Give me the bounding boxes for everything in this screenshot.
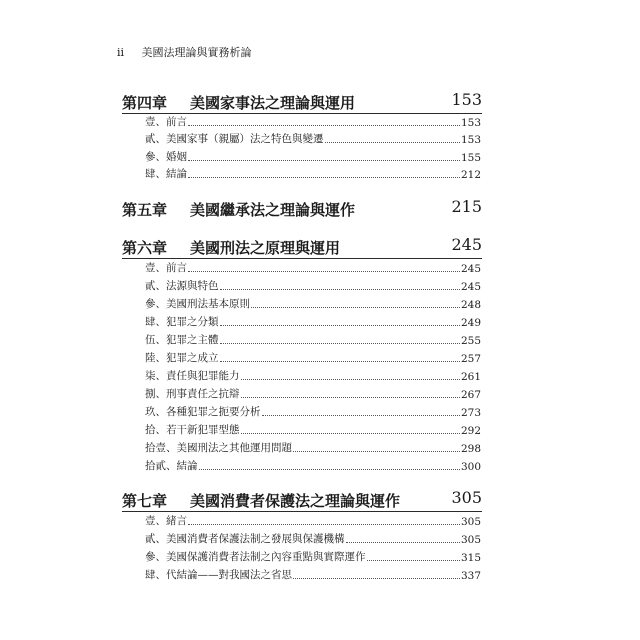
chapter-title: 美國消費者保護法之理論與運作 [190,492,401,510]
entry-title: 肆、犯罪之分類 [145,316,219,328]
entry-page: 337 [460,570,481,582]
toc-entry[interactable] [145,295,481,311]
toc-entry[interactable] [145,457,481,473]
chapter-number: 第四章 [122,94,168,112]
entry-title: 肆、結論 [145,168,187,180]
entry-page: 155 [460,152,481,164]
chapter-page: 245 [451,235,482,254]
leader-dots [262,415,460,416]
entry-page: 261 [460,371,481,383]
toc-entry[interactable] [145,113,481,129]
entry-page: 245 [460,281,481,293]
entry-title: 貳、法源與特色 [145,280,219,292]
entry-title: 壹、緒言 [145,515,187,527]
leader-dots [251,307,460,308]
entry-page: 267 [460,389,481,401]
entry-page: 249 [460,317,481,329]
entry-page: 298 [460,443,481,455]
leader-dots [199,469,460,470]
chapter-title: 美國繼承法之理論與運作 [190,201,356,219]
chapter-page: 305 [451,488,482,507]
toc-entry[interactable] [145,421,481,437]
entry-title: 拾壹、美國刑法之其他運用問題 [145,442,292,454]
entry-title: 柒、責任與犯罪能力 [145,370,240,382]
chapter-number: 第七章 [122,492,168,510]
leader-dots [188,177,460,178]
leader-dots [220,361,460,362]
entry-page: 315 [460,552,481,564]
leader-dots [293,451,460,452]
toc-entry[interactable] [145,313,481,329]
chapter-page: 153 [451,90,482,109]
leader-dots [241,379,460,380]
entry-page: 245 [460,263,481,275]
entry-page: 212 [460,169,481,181]
toc-entry[interactable] [145,439,481,455]
toc-entry[interactable] [145,259,481,275]
entry-title: 參、美國保護消費者法制之內容重點與實際運作 [145,551,366,563]
toc-entry[interactable] [145,403,481,419]
leader-dots [241,433,460,434]
leader-dots [188,271,460,272]
entry-page: 257 [460,353,481,365]
entry-page: 305 [460,534,481,546]
chapter-title: 美國家事法之理論與運用 [190,94,356,112]
toc-entry[interactable] [145,367,481,383]
leader-dots [241,397,460,398]
entry-title: 貳、美國消費者保護法制之發展與保護機構 [145,533,345,545]
entry-page: 248 [460,299,481,311]
leader-dots [188,160,460,161]
toc-entry[interactable] [145,512,481,528]
entry-title: 捌、刑事責任之抗辯 [145,388,240,400]
toc-entry[interactable] [145,385,481,401]
chapter-page: 215 [451,197,482,216]
leader-dots [367,560,460,561]
entry-page: 300 [460,461,481,473]
toc-entry[interactable] [145,349,481,365]
entry-title: 陸、犯罪之成立 [145,352,219,364]
toc-entry[interactable] [145,530,481,546]
leader-dots [325,142,460,143]
toc-entry[interactable] [145,566,481,582]
entry-page: 273 [460,407,481,419]
header-page-number: ii [117,46,125,59]
entry-page: 153 [460,117,481,129]
leader-dots [293,578,460,579]
toc-entry[interactable] [145,331,481,347]
leader-dots [346,542,460,543]
entry-title: 肆、代結論——對我國法之省思 [145,569,292,581]
entry-title: 玖、各種犯罪之扼要分析 [145,406,261,418]
entry-title: 壹、前言 [145,262,187,274]
toc-entry[interactable] [145,148,481,164]
entry-title: 貳、美國家事（親屬）法之特色與變遷 [145,133,324,145]
leader-dots [220,289,460,290]
leader-dots [220,325,460,326]
chapter-number: 第五章 [122,201,168,219]
chapter-title: 美國刑法之原理與運用 [190,239,341,257]
entry-title: 伍、犯罪之主體 [145,334,219,346]
entry-page: 305 [460,516,481,528]
entry-title: 拾、若干新犯罪型態 [145,424,240,436]
entry-title: 壹、前言 [145,116,187,128]
toc-entry[interactable] [145,130,481,146]
entry-page: 292 [460,425,481,437]
leader-dots [188,524,460,525]
header-book-title: 美國法理論與實務析論 [141,46,252,59]
toc-entry[interactable] [145,277,481,293]
entry-title: 參、婚姻 [145,151,187,163]
chapter-5-heading[interactable] [122,199,482,223]
toc-entry[interactable] [145,548,481,564]
chapter-number: 第六章 [122,239,168,257]
entry-title: 拾貳、結論 [145,460,198,472]
entry-page: 153 [460,134,481,146]
leader-dots [188,125,460,126]
leader-dots [220,343,460,344]
toc-entry[interactable] [145,165,481,181]
entry-page: 255 [460,335,481,347]
running-header [117,44,252,60]
entry-title: 參、美國刑法基本原則 [145,298,250,310]
